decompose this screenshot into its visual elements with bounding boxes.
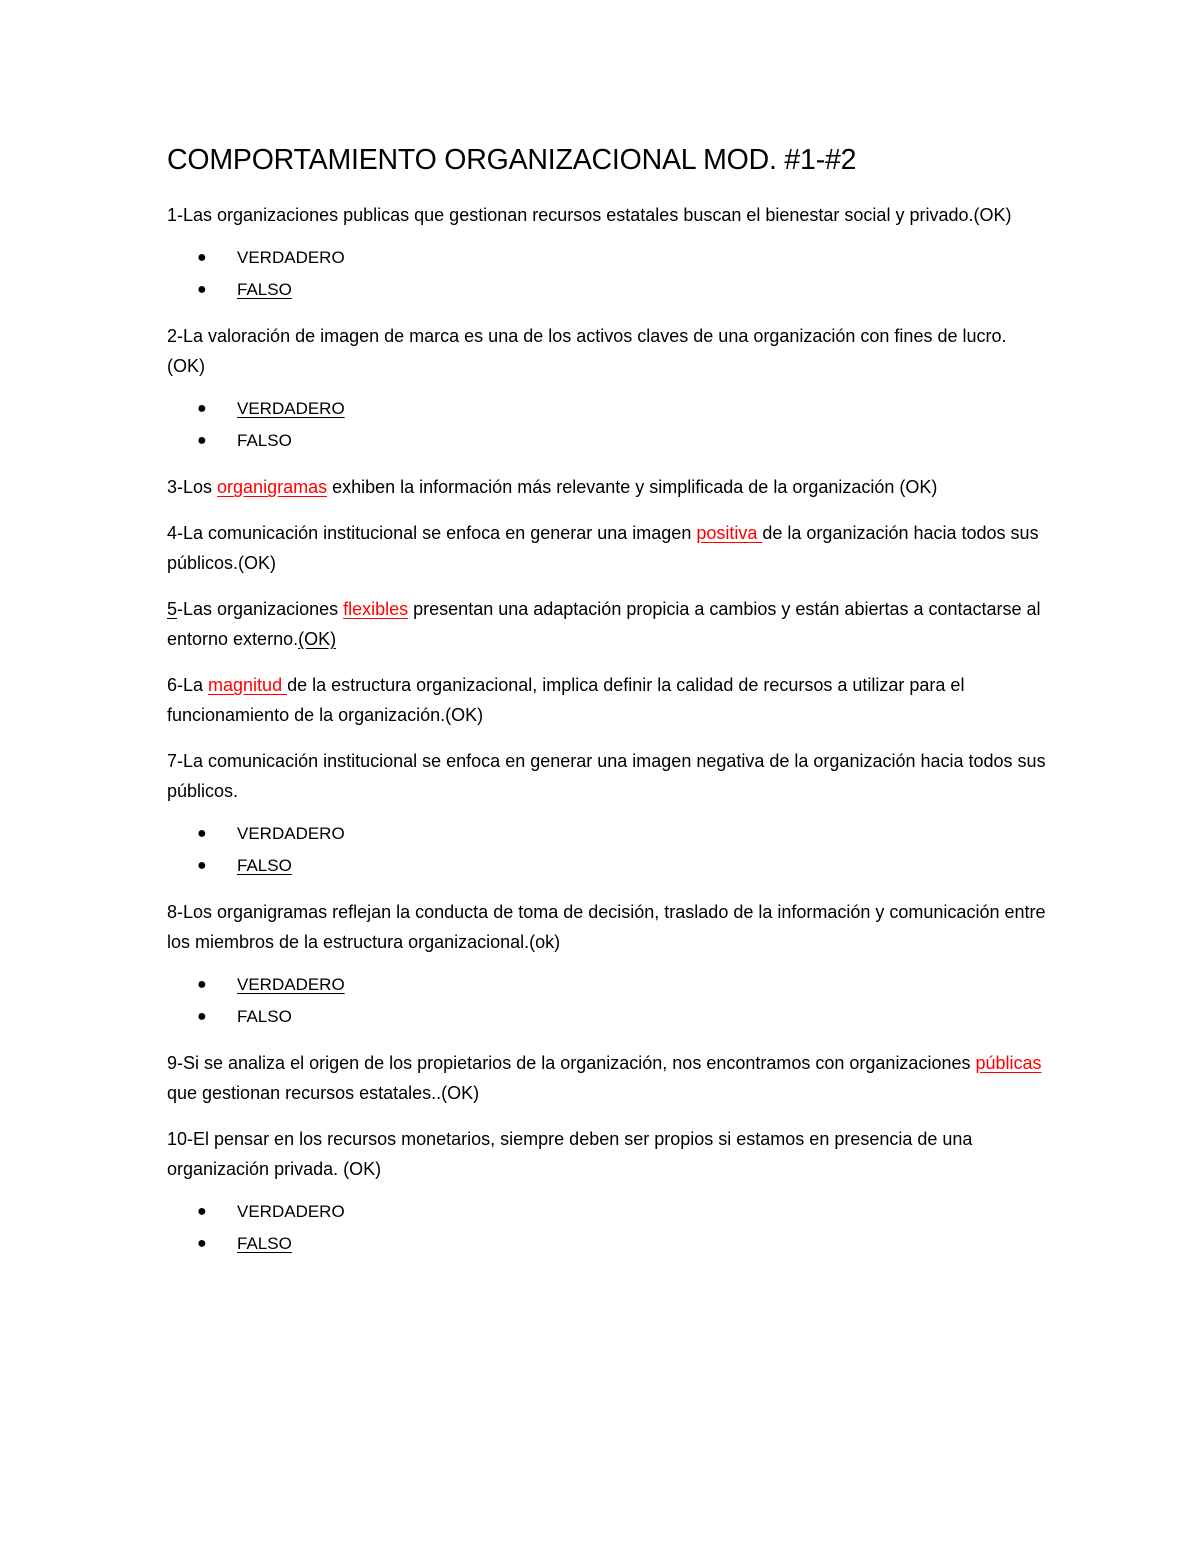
highlighted-answer: positiva <box>696 523 763 543</box>
document-title: COMPORTAMIENTO ORGANIZACIONAL MOD. #1-#2 <box>167 144 857 176</box>
bullet-icon: ● <box>197 280 207 298</box>
question-5: 5-Las organizaciones flexibles presentan una adaptación propicia a cambios y están abiertas a contactarse al entorno externo.(OK) <box>167 599 1041 649</box>
question-number: 5 <box>167 599 178 619</box>
question-7: 7-La comunicación institucional se enfoca en generar una imagen negativa de la organización hacia todos sus públicos. <box>167 751 1046 801</box>
question-3: 3-Los organigramas exhiben la información más relevante y simplificada de la organización (OK) <box>167 477 938 497</box>
bullet-icon: ● <box>197 400 207 417</box>
option-falso: ● FALSO <box>167 1001 1047 1033</box>
highlighted-answer: flexibles <box>343 599 409 619</box>
selected-answer: FALSO <box>237 855 292 875</box>
bullet-icon: ● <box>197 976 207 993</box>
option-falso <box>167 274 1047 306</box>
option-falso <box>167 850 1047 882</box>
option-verdadero: ● VERDADERO <box>167 1196 1047 1228</box>
bullet-icon: ● <box>197 431 207 449</box>
option-verdadero: ● VERDADERO <box>167 818 1047 850</box>
bullet-icon: ● <box>197 1203 207 1220</box>
highlighted-answer: organigramas <box>217 477 328 497</box>
selected-answer: FALSO <box>237 1233 292 1253</box>
option-verdadero <box>167 393 1047 425</box>
highlighted-answer: magnitud <box>208 675 288 695</box>
question-7-options <box>167 818 1047 881</box>
question-9: 9-Si se analiza el origen de los propietarios de la organización, nos encontramos con organizaciones públicas que gestionan recursos estatales..(OK) <box>167 1053 1042 1103</box>
option-verdadero: ● VERDADERO <box>167 242 1047 274</box>
bullet-icon: ● <box>197 856 207 874</box>
question-2-options <box>167 393 1047 456</box>
document-body <box>167 138 1047 1275</box>
selected-answer: VERDADERO <box>237 399 345 418</box>
question-2: 2-La valoración de imagen de marca es una de los activos claves de una organización con fines de lucro. (OK) <box>167 326 1007 376</box>
question-8-options <box>167 969 1047 1032</box>
question-1: 1-Las organizaciones publicas que gestionan recursos estatales buscan el bienestar social y privado.(OK) <box>167 205 1012 225</box>
option-falso: ● FALSO <box>167 425 1047 457</box>
option-verdadero <box>167 969 1047 1001</box>
question-10: 10-El pensar en los recursos monetarios, siempre deben ser propios si estamos en presencia de una organización privada. (OK) <box>167 1129 973 1179</box>
question-10-options <box>167 1196 1047 1259</box>
bullet-icon: ● <box>197 1007 207 1025</box>
selected-answer: VERDADERO <box>237 975 345 994</box>
bullet-icon: ● <box>197 825 207 842</box>
question-4: 4-La comunicación institucional se enfoca en generar una imagen positiva de la organización hacia todos sus públicos.(OK) <box>167 523 1039 573</box>
bullet-icon: ● <box>197 1234 207 1252</box>
option-falso <box>167 1228 1047 1260</box>
bullet-icon: ● <box>197 249 207 266</box>
highlighted-answer: públicas <box>975 1053 1042 1073</box>
question-8: 8-Los organigramas reflejan la conducta de toma de decisión, traslado de la información y comunicación entre los miembros de la estructura organizacional.(ok) <box>167 902 1046 952</box>
question-1-options <box>167 242 1047 305</box>
ok-mark: (OK) <box>298 629 337 649</box>
question-6: 6-La magnitud de la estructura organizacional, implica definir la calidad de recursos a utilizar para el funcionamiento de la organización.(OK) <box>167 675 965 725</box>
selected-answer: FALSO <box>237 279 292 299</box>
